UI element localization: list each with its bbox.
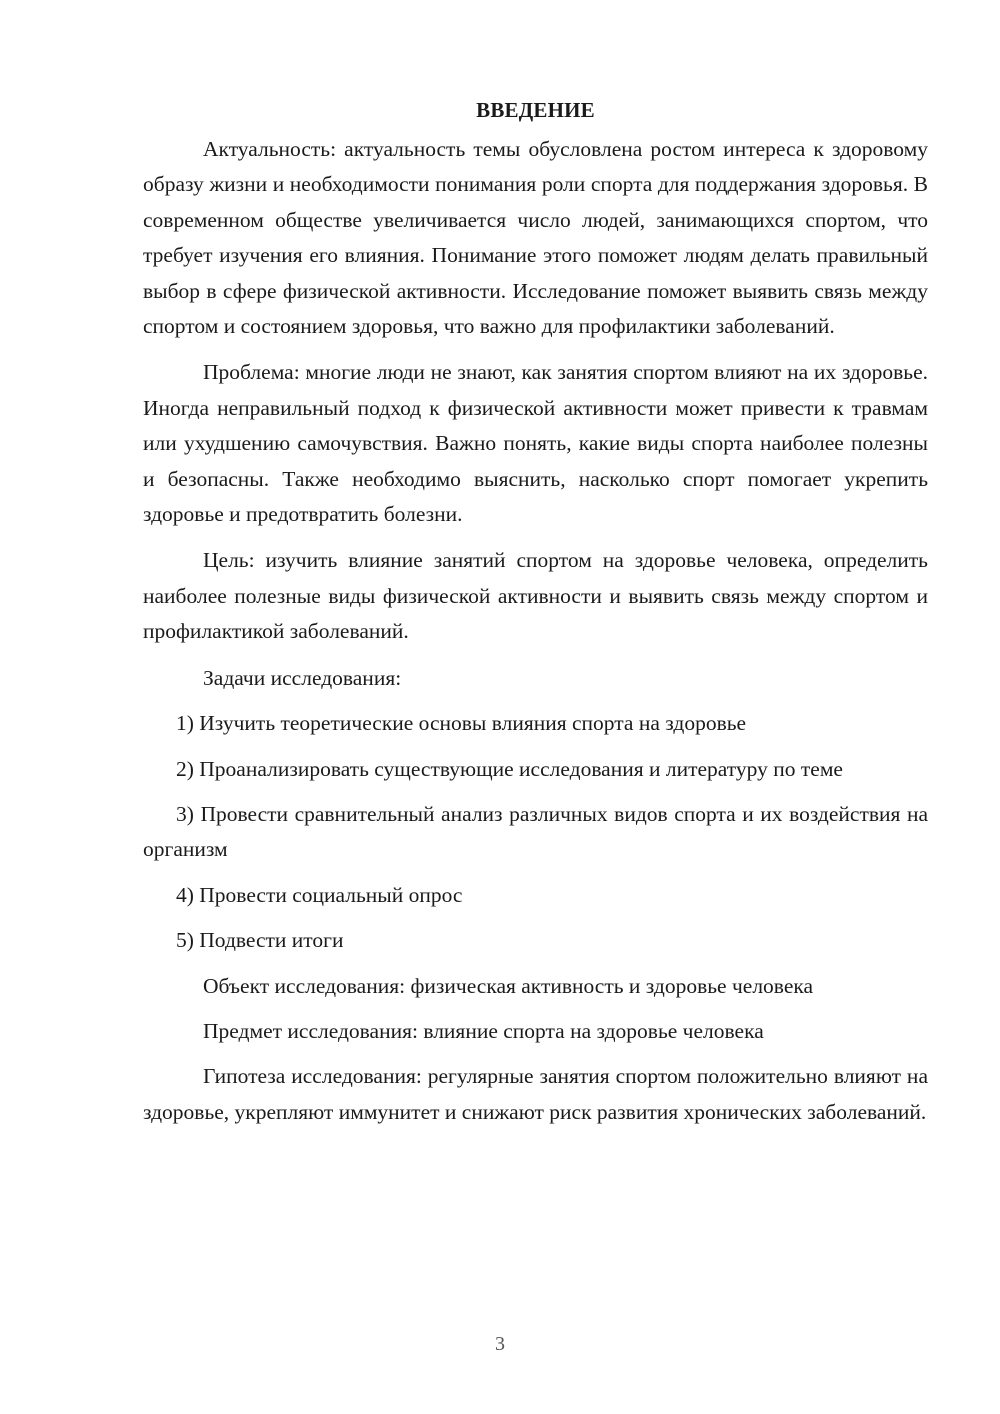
goal-paragraph: Цель: изучить влияние занятий спортом на здоровье человека, определить наиболее полезные виды физической активности и выявить связь между спортом и профилактикой заболеваний.	[143, 548, 928, 644]
section-heading: ВВЕДЕНИЕ	[476, 98, 595, 122]
problem-paragraph: Проблема: многие люди не знают, как занятия спортом влияют на их здоровье. Иногда неправильный подход к физической активности может привести к травмам или ухудшению самочувствия. Важно понять, какие виды спорта наиболее полезны и безопасны. Также необходимо выяснить, насколько спорт помогает укрепить здоровье и предотвратить болезни.	[143, 360, 928, 527]
task-item-3: 3) Провести сравнительный анализ различных видов спорта и их воздействия на организм	[143, 801, 928, 862]
page-number: 3	[495, 1333, 505, 1355]
hypothesis-paragraph: Гипотеза исследования: регулярные занятия спортом положительно влияют на здоровье, укрепляют иммунитет и снижают риск развития хронических заболеваний.	[143, 1064, 928, 1124]
task-item-5: 5) Подвести итоги	[176, 928, 344, 953]
tasks-title: Задачи исследования:	[203, 665, 402, 690]
task-item-2: 2) Проанализировать существующие исследования и литературу по теме	[176, 756, 843, 781]
subject-paragraph: Предмет исследования: влияние спорта на здоровье человека	[203, 1018, 764, 1043]
tasks-list	[143, 706, 928, 958]
object-paragraph: Объект исследования: физическая активность и здоровье человека	[203, 973, 814, 998]
relevance-paragraph: Актуальность: актуальность темы обусловлена ростом интереса к здоровому образу жизни и необходимости понимания роли спорта для поддержания здоровья. В современном обществе увеличивается число людей, занимающихся спортом, что требует изучения его влияния. Понимание этого поможет людям делать правильный выбор в сфере физической активности. Исследование поможет выявить связь между спортом и состоянием здоровья, что важно для профилактики заболеваний.	[143, 137, 928, 339]
task-item-4: 4) Провести социальный опрос	[176, 882, 463, 907]
document-page	[143, 92, 928, 1141]
task-item-1: 1) Изучить теоретические основы влияния спорта на здоровье	[176, 711, 747, 736]
